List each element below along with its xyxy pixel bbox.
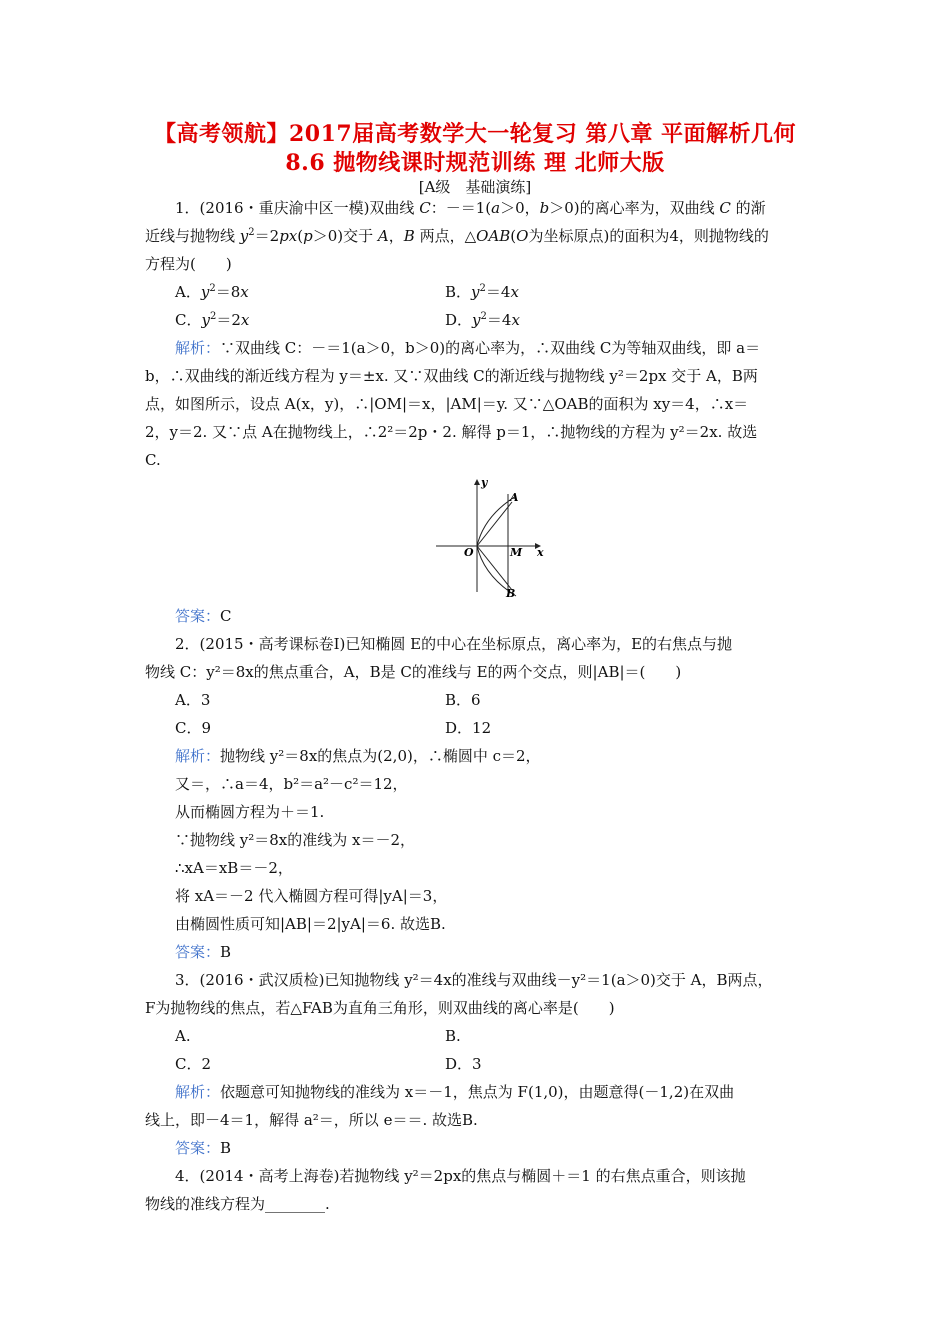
q1-solution-line5: C. xyxy=(145,451,161,469)
q2-solution-line4: ∵抛物线 y²＝8x的准线为 x＝－2， xyxy=(175,831,416,849)
q2-solution-line6: 将 xA＝－2 代入椭圆方程可得|yA|＝3， xyxy=(175,887,448,905)
q4-line1: 4．(2014・高考上海卷)若抛物线 y²＝2px的焦点与椭圆＋＝1 的右焦点重合，则该抛 xyxy=(175,1167,746,1185)
label-b: B xyxy=(506,587,516,600)
asymptote-lower xyxy=(477,546,512,590)
q3-line2: F为抛物线的焦点，若△FAB为直角三角形，则双曲线的离心率是( ) xyxy=(145,999,615,1017)
q2-option-c: C．9 xyxy=(175,719,212,737)
q4-line2: 物线的准线方程为________. xyxy=(145,1195,330,1213)
document-title: 【高考领航】2017届高考数学大一轮复习 第八章 平面解析几何 xyxy=(153,121,797,147)
q3-solution-line1: 解析：依题意可知抛物线的准线为 x＝－1，焦点为 F(1,0)，由题意得(－1,2)在双曲 xyxy=(175,1083,735,1101)
q1-solution-line3: 点，如图所示，设点 A(x，y)，∴|OM|＝x，|AM|＝y. 又∵△OAB的面积为 xy＝4，∴x＝ xyxy=(145,395,749,413)
q1-solution-line4: 2，y＝2. 又∵点 A在抛物线上，∴2²＝2p・2. 解得 p＝1，∴抛物线的方程为 y²＝2x. 故选 xyxy=(145,423,758,441)
q2-option-d: D．12 xyxy=(445,719,492,737)
q1-solution-line1: 解析：∵双曲线 C：－＝1(a＞0，b＞0)的离心率为，∴双曲线 C为等轴双曲线，即 a＝ xyxy=(175,339,761,357)
q1-line2: 近线与抛物线 $y^2=2px(p>0)$交于 A，B 两点，△OAB(O为坐标原点)的面积为4，则抛物线的 xyxy=(145,227,769,245)
label-m: M xyxy=(510,546,523,559)
q2-option-b: B．6 xyxy=(445,691,481,709)
q1-option-c: C．$y^2=2x$ xyxy=(175,311,250,329)
q2-solution-line2: 又＝，∴a＝4，b²＝a²－c²＝12， xyxy=(175,775,408,793)
q1-answer: 答案：C xyxy=(175,607,232,625)
analysis-label: 解析： xyxy=(175,339,221,357)
q3-option-d: D．3 xyxy=(445,1055,482,1073)
asymptote-upper xyxy=(477,502,512,546)
label-o: O xyxy=(464,546,474,559)
q1-option-a: A．$y^2=8x$ xyxy=(175,283,249,301)
q2-solution-line7: 由椭圆性质可知|AB|＝2|yA|＝6. 故选B. xyxy=(175,915,446,933)
q1-option-d: D．$y^2=4x$ xyxy=(445,311,520,329)
q1-option-b: B．$y^2=4x$ xyxy=(445,283,519,301)
parabola-hyperbola-figure xyxy=(430,474,550,600)
q1-line3: 方程为( ) xyxy=(145,255,232,273)
q1-line1: 1．(2016・重庆渝中区一模)双曲线 C：－＝1(a＞0，b＞0)的离心率为，双曲线 C 的渐 xyxy=(175,199,766,217)
q2-option-a: A．3 xyxy=(175,691,211,709)
q3-option-c: C．2 xyxy=(175,1055,212,1073)
q2-line1: 2．(2015・高考课标卷Ⅰ)已知椭圆 E的中心在坐标原点，离心率为，E的右焦点与抛 xyxy=(175,635,733,653)
q2-solution-line1: 解析：抛物线 y²＝8x的焦点为(2,0)，∴椭圆中 c＝2， xyxy=(175,747,541,765)
label-y: y xyxy=(481,476,488,489)
q3-option-a: A. xyxy=(175,1027,191,1045)
q2-solution-line5: ∴xA＝xB＝－2， xyxy=(175,859,293,877)
section-heading: [A级 基础演练] xyxy=(418,178,532,196)
q3-solution-line2: 线上，即－4＝1，解得 a²＝，所以 e＝＝. 故选B. xyxy=(145,1111,478,1129)
q1-solution-line2: b，∴双曲线的渐近线方程为 y＝±x. 又∵双曲线 C的渐近线与抛物线 y²＝2px 交于 A，B两 xyxy=(145,367,758,385)
q3-option-b: B. xyxy=(445,1027,461,1045)
document-subtitle-title: 8.6 抛物线课时规范训练 理 北师大版 xyxy=(285,150,665,176)
label-a: A xyxy=(510,491,519,504)
q3-line1: 3．(2016・武汉质检)已知抛物线 y²＝4x的准线与双曲线－y²＝1(a＞0)交于 A，B两点， xyxy=(175,971,773,989)
label-x: x xyxy=(537,546,544,559)
q2-solution-line3: 从而椭圆方程为＋＝1. xyxy=(175,803,325,821)
q2-line2: 物线 C：y²＝8x的焦点重合，A，B是 C的准线与 E的两个交点，则|AB|＝( ) xyxy=(145,663,682,681)
q2-answer: 答案：B xyxy=(175,943,232,961)
q3-answer: 答案：B xyxy=(175,1139,232,1157)
